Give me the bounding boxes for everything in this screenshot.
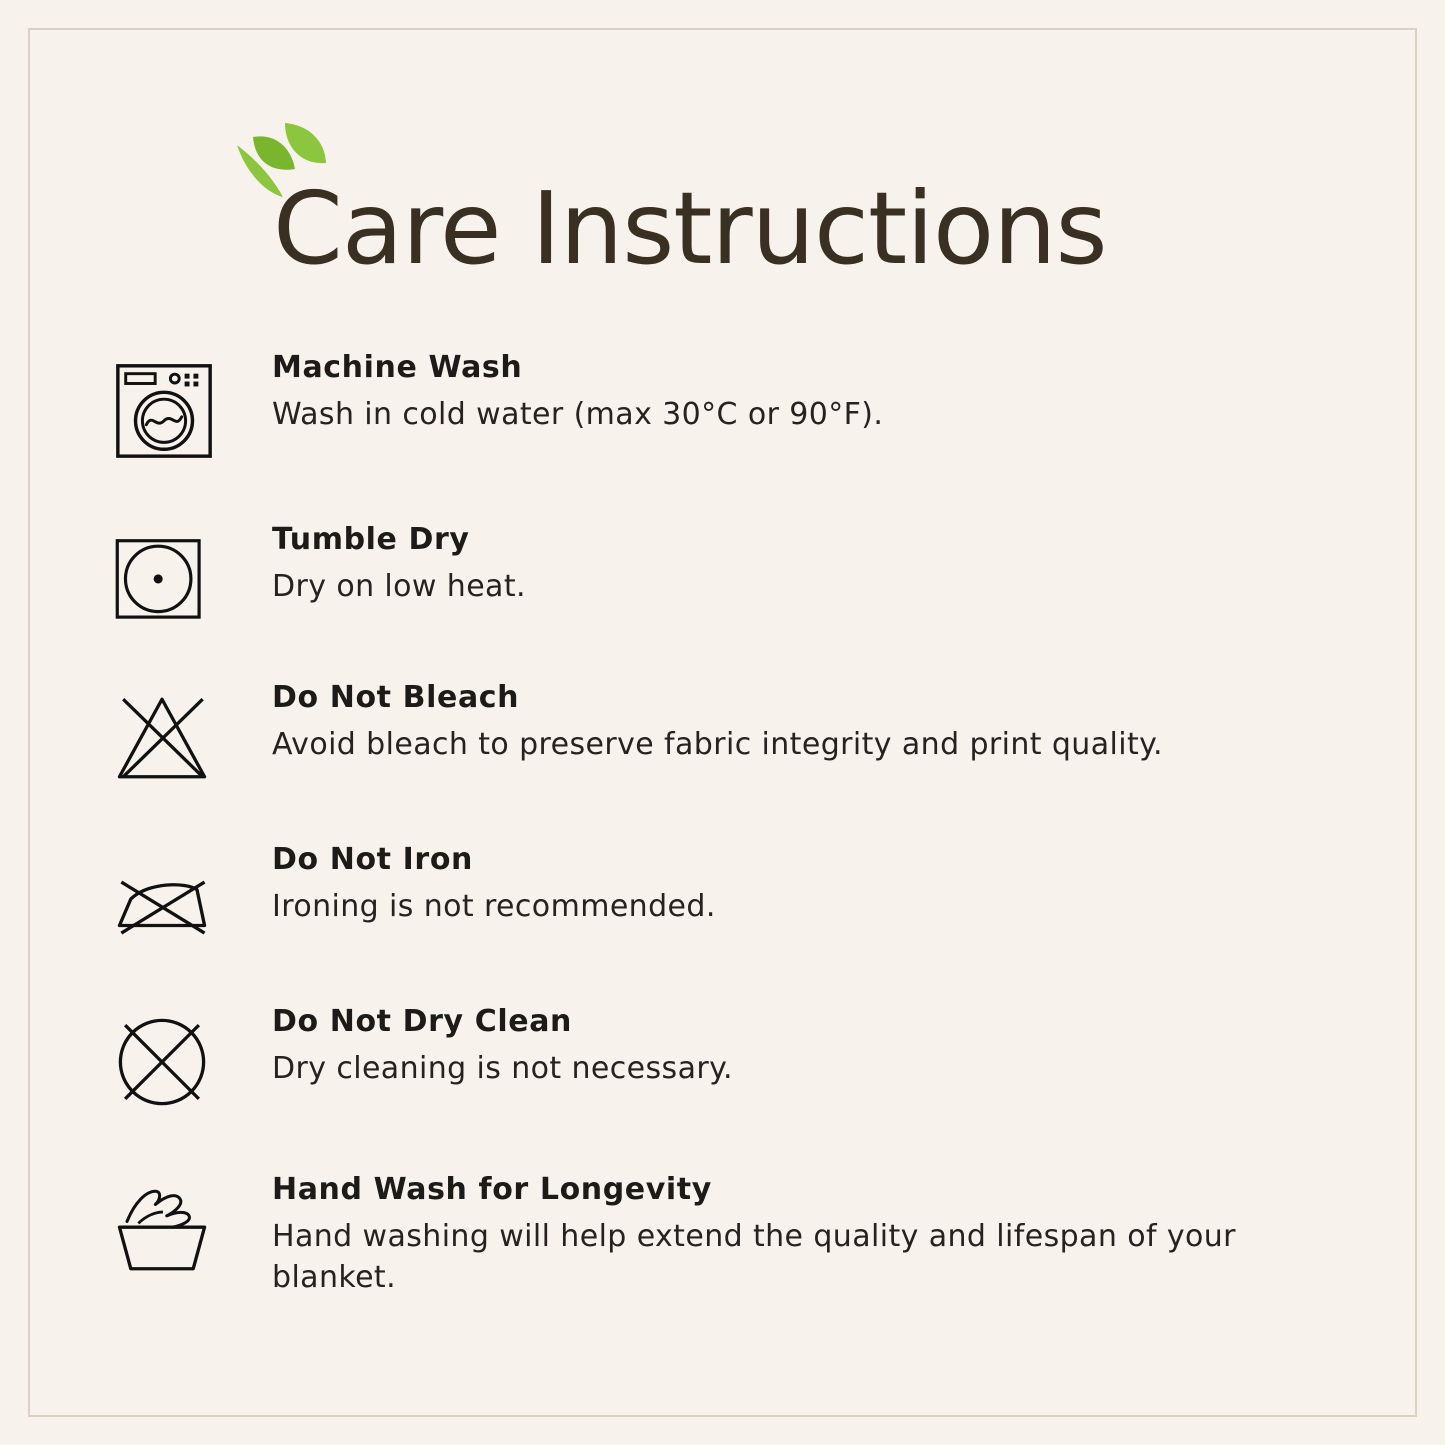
item-title: Do Not Bleach bbox=[272, 680, 520, 715]
item-description: Dry cleaning is not necessary. bbox=[272, 1051, 733, 1086]
tumble-dry-icon bbox=[110, 522, 250, 628]
do-not-bleach-icon bbox=[110, 680, 250, 790]
item-description: Dry on low heat. bbox=[272, 569, 526, 604]
item-title: Do Not Dry Clean bbox=[272, 1004, 573, 1039]
care-instructions-card bbox=[28, 28, 1417, 1417]
list-item bbox=[30, 1004, 1415, 1114]
hand-wash-icon bbox=[110, 1172, 250, 1282]
list-item bbox=[30, 350, 1415, 464]
header bbox=[30, 30, 1415, 287]
washing-machine-icon bbox=[110, 350, 250, 464]
item-title: Machine Wash bbox=[272, 350, 523, 385]
page-title: Care Instructions bbox=[273, 170, 1107, 287]
item-title: Hand Wash for Longevity bbox=[272, 1172, 712, 1207]
item-description: Wash in cold water (max 30°C or 90°F). bbox=[272, 397, 884, 432]
list-item bbox=[30, 522, 1415, 628]
item-description: Avoid bleach to preserve fabric integrity and print quality. bbox=[272, 727, 1163, 762]
list-item bbox=[30, 680, 1415, 790]
item-title: Tumble Dry bbox=[272, 522, 470, 557]
list-item bbox=[30, 842, 1415, 952]
list-item bbox=[30, 1172, 1415, 1298]
do-not-iron-icon bbox=[110, 842, 250, 952]
item-description: Hand washing will help extend the quality and lifespan of your blanket. bbox=[272, 1219, 1236, 1295]
instruction-list bbox=[30, 350, 1415, 1334]
do-not-dry-clean-icon bbox=[110, 1004, 250, 1114]
item-description: Ironing is not recommended. bbox=[272, 889, 716, 924]
item-title: Do Not Iron bbox=[272, 842, 473, 877]
